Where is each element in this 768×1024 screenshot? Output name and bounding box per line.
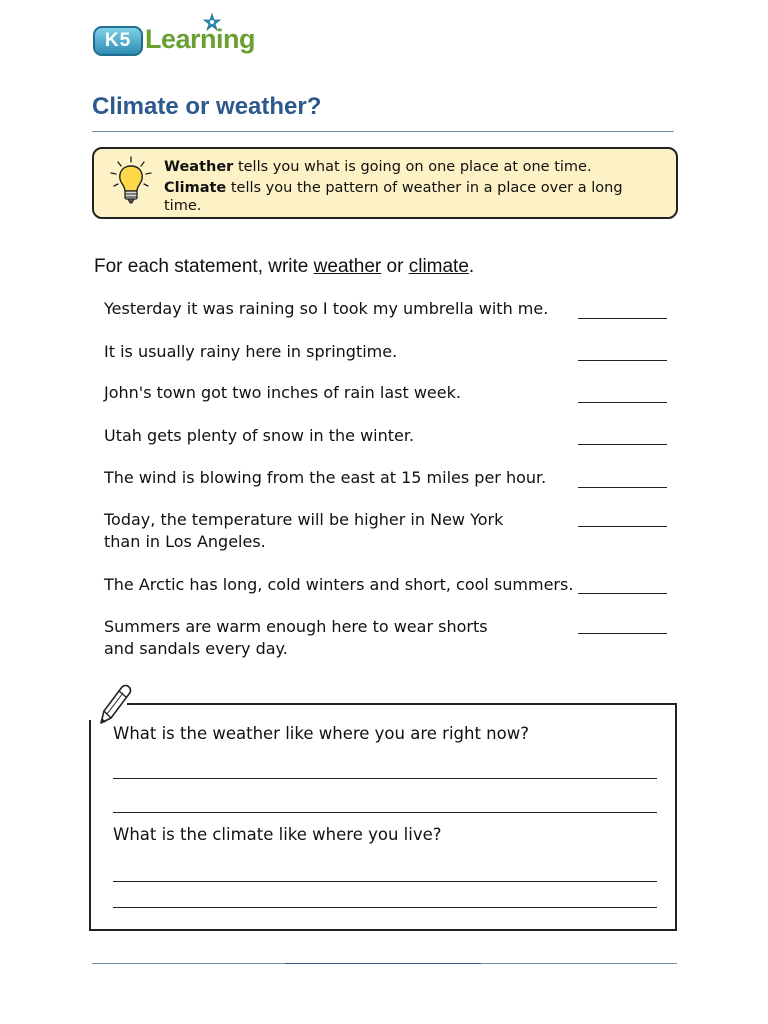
k5-learning-logo xyxy=(93,14,258,62)
answer-blank-5[interactable] xyxy=(578,487,667,488)
logo-star-icon xyxy=(199,12,225,32)
statement-text: John's town got two inches of rain last week. xyxy=(104,383,461,402)
climate-definition xyxy=(164,179,664,198)
definition-box xyxy=(92,147,678,219)
answer-blank-4[interactable] xyxy=(578,444,667,445)
statement-text: Today, the temperature will be higher in New York xyxy=(104,510,504,529)
answer-blank-6[interactable] xyxy=(578,526,667,527)
answer-blank-1[interactable] xyxy=(578,318,667,319)
statement-text: The wind is blowing from the east at 15 miles per hour. xyxy=(104,468,547,487)
statement-text: Yesterday it was raining so I took my umbrella with me. xyxy=(104,299,549,318)
page-title: Climate or weather? xyxy=(92,93,322,120)
instruction-word-weather: weather xyxy=(313,256,382,277)
writing-line[interactable] xyxy=(113,881,657,882)
statement-text: The Arctic has long, cold winters and short, cool summers. xyxy=(104,575,574,594)
writing-line[interactable] xyxy=(113,907,657,908)
statement-6 xyxy=(104,509,574,553)
instruction-prefix: For each statement, write xyxy=(94,256,314,277)
weather-definition-text: tells you what is going on one place at one time. xyxy=(233,159,592,175)
statement-3 xyxy=(104,382,574,404)
writing-line[interactable] xyxy=(113,778,657,779)
statement-7 xyxy=(104,574,574,596)
pencil-icon xyxy=(98,683,132,725)
statement-5 xyxy=(104,467,574,489)
question-weather-now: What is the weather like where you are right now? xyxy=(113,724,529,743)
weather-definition xyxy=(164,158,664,177)
statement-text: Utah gets plenty of snow in the winter. xyxy=(104,426,415,445)
answer-blank-2[interactable] xyxy=(578,360,667,361)
definition-text xyxy=(164,158,664,214)
lightbulb-icon xyxy=(108,155,154,207)
climate-term: Climate xyxy=(164,180,227,196)
question-climate-where-you-live: What is the climate like where you live? xyxy=(113,825,442,844)
answer-blank-8[interactable] xyxy=(578,633,667,634)
statement-text-continued: than in Los Angeles. xyxy=(104,532,266,551)
statement-text: It is usually rainy here in springtime. xyxy=(104,342,398,361)
title-divider xyxy=(92,131,674,132)
statement-2 xyxy=(104,341,574,363)
writing-line[interactable] xyxy=(113,812,657,813)
logo-wordmark: Learning xyxy=(145,24,256,54)
logo-mark: K5 xyxy=(93,26,143,56)
weather-term: Weather xyxy=(164,159,234,175)
climate-definition-text: tells you the pattern of weather in a place over a long xyxy=(226,180,623,196)
footer-divider-accent xyxy=(285,963,481,964)
instruction xyxy=(94,256,474,278)
instruction-middle: or xyxy=(381,256,409,277)
statement-8 xyxy=(104,616,574,660)
statement-4 xyxy=(104,425,574,447)
statement-text-continued: and sandals every day. xyxy=(104,639,288,658)
instruction-suffix: . xyxy=(468,256,475,277)
answer-blank-3[interactable] xyxy=(578,402,667,403)
instruction-word-climate: climate xyxy=(408,256,469,277)
answer-blank-7[interactable] xyxy=(578,593,667,594)
statement-text: Summers are warm enough here to wear shorts xyxy=(104,617,488,636)
statement-1 xyxy=(104,298,574,320)
climate-definition-continued: time. xyxy=(164,198,202,214)
